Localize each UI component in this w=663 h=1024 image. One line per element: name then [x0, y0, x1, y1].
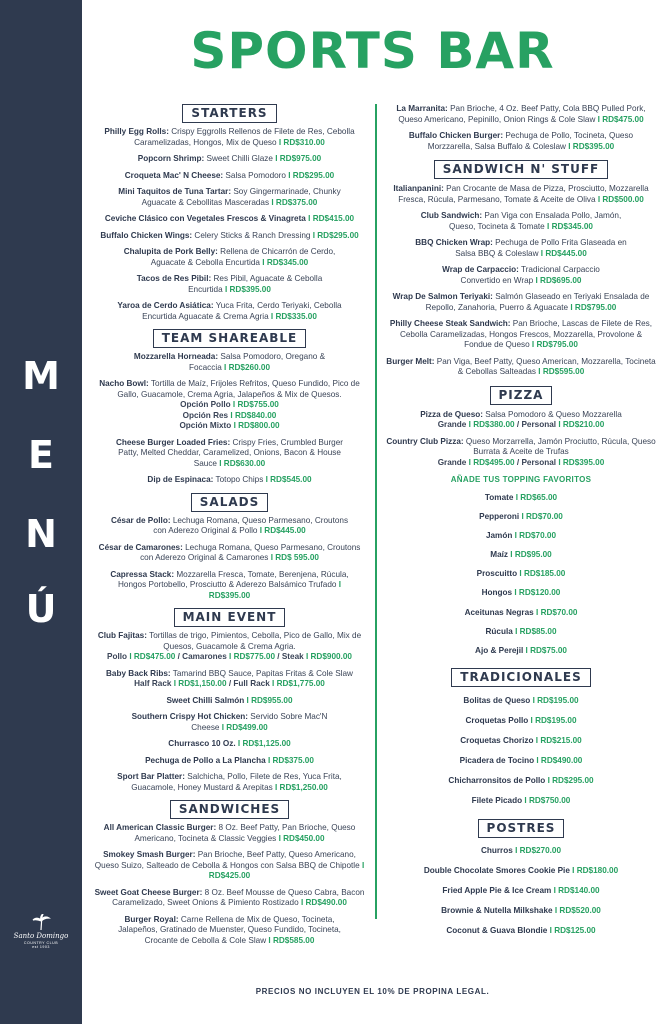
logo-subtitle: COUNTRY CLUB	[23, 940, 59, 945]
menu-item: Coconut & Guava Blondie I RD$125.00	[446, 925, 596, 935]
topping-item: Jamón I RD$70.00	[485, 531, 557, 541]
topping-item: Maíz I RD$95.00	[490, 550, 552, 560]
toppings-heading: AÑADE TUS TOPPING FAVORITOS	[450, 475, 592, 484]
menu-letter: N	[25, 512, 57, 556]
menu-item: Club Fajitas: Tortillas de trigo, Pimientos, Cebolla, Pico de Gallo, Mix de Quesos, Guacamole & Crema Agria. Pollo I RD$475.00 / Camarones I RD$775.00 / Steak I RD$900.00	[97, 631, 362, 661]
palm-tree-icon	[4, 914, 78, 933]
page-title: SPORTS BAR	[190, 22, 555, 80]
menu-item: César de Pollo: Lechuga Romana, Queso Parmesano, Croutons con Aderezo Original & Pollo I RD$445.00	[110, 515, 349, 535]
section-pizza: PIZZA	[385, 386, 657, 405]
section-postres: POSTRES	[385, 819, 657, 838]
menu-item: Mozzarella Horneada: Salsa Pomodoro, Oregano & Focaccia I RD$260.00	[133, 352, 326, 372]
menu-item: Burger Melt: Pan Viga, Beef Patty, Queso American, Mozzarella, Tocineta & Cebollas Salteadas I RD$595.00	[386, 356, 656, 376]
menu-item: Churrasco 10 Oz. I RD$1,125.00	[168, 739, 291, 748]
menu-item: La Marranita: Pan Brioche, 4 Oz. Beef Patty, Cola BBQ Pulled Pork, Queso Americano, Pepinillo, Onion Rings & Cole Slaw I RD$475.00	[396, 104, 646, 124]
menu-item: Mini Taquitos de Tuna Tartar: Soy Gingermarinade, Chunky Aguacate & Cebollitas Masceradas I RD$375.00	[118, 187, 341, 207]
menu-item: Baby Back Ribs: Tamarind BBQ Sauce, Papitas Fritas & Cole Slaw Half Rack I RD$1,150.00 / Full Rack I RD$1,775.00	[106, 668, 353, 688]
menu-item: Philly Egg Rolls: Crispy Eggrolls Rellenos de Filete de Res, Cebolla Caramelizadas, Hongos, Mix de Queso I RD$310.00	[104, 127, 355, 147]
topping-item: Aceitunas Negras I RD$70.00	[464, 607, 578, 617]
topping-item: Rúcula I RD$85.00	[485, 626, 557, 636]
club-logo	[4, 914, 78, 950]
menu-item: BBQ Chicken Wrap: Pechuga de Pollo Frita Glaseada en Salsa BBQ & Coleslaw I RD$445.00	[415, 238, 627, 258]
menu-item: Pizza de Queso: Salsa Pomodoro & Queso Mozzarella Grande I RD$380.00 / Personal I RD$210.00	[420, 409, 622, 429]
menu-item: Buffalo Chicken Burger: Pechuga de Pollo, Tocineta, Queso Morzzarella, Salsa Buffalo & Coleslaw I RD$395.00	[408, 131, 634, 151]
menu-letter: E	[28, 433, 54, 477]
topping-item: Hongos I RD$120.00	[481, 588, 561, 598]
sidebar	[0, 0, 82, 1024]
section-main-event: MAIN EVENT	[92, 608, 367, 627]
menu-item: Italianpanini: Pan Crocante de Masa de Pizza, Prosciutto, Mozzarella Fresca, Rúcula, Parmesano, Tomate & Aceite de Oliva I RD$500.00	[393, 184, 649, 204]
menu-item: Ceviche Clásico con Vegetales Frescos & Vinagreta I RD$415.00	[104, 214, 355, 223]
menu-item: Smokey Smash Burger: Pan Brioche, Beef Patty, Queso Americano, Queso Suizo, Salteado de Cebolla & Hongos con Salsa BBQ de Chipotle I RD$425.00	[94, 850, 365, 880]
menu-item: Wrap De Salmon Teriyaki: Salmón Glaseado en Teriyaki Ensalada de Repollo, Zanahoria, Puerro & Aguacate I RD$795.00	[392, 292, 650, 312]
menu-item: Philly Cheese Steak Sandwich: Pan Brioche, Lascas de Filete de Res, Cebolla Caramelizadas, Hongos Frescos, Mozzarella, Provolone & Fondue de Queso I RD$795.00	[389, 319, 653, 349]
menu-item: Filete Picado I RD$750.00	[471, 796, 571, 806]
menu-item: Country Club Pizza: Queso Morzarrella, Jamón Prociutto, Rúcula, Queso Burrata & Aceite de Trufas Grande I RD$495.00 / Personal I RD$395.00	[386, 436, 656, 467]
menu-item: Sport Bar Platter: Salchicha, Pollo, Filete de Res, Yuca Frita, Guacamole, Honey Mustard & Arepitas I RD$1,250.00	[117, 772, 342, 792]
menu-item: Fried Apple Pie & Ice Cream I RD$140.00	[442, 885, 600, 895]
menu-letter: Ú	[25, 587, 57, 631]
topping-item: Ajo & Perejil I RD$75.00	[475, 645, 567, 655]
topping-item: Pepperoni I RD$70.00	[479, 512, 563, 522]
section-starters: STARTERS	[92, 104, 367, 123]
topping-item: Tomate I RD$65.00	[484, 493, 558, 502]
menu-item: Sweet Chilli Salmón I RD$955.00	[166, 695, 293, 705]
section-tradicionales: TRADICIONALES	[385, 668, 657, 687]
menu-item: Chicharronsitos de Pollo I RD$295.00	[448, 776, 594, 786]
menu-item: Burger Royal: Carne Rellena de Mix de Queso, Tocineta, Jalapeños, Gratinado de Muenster, Queso Fundido, Tocineta, Crocante de Cebolla & Cole Slaw I RD$585.00	[118, 914, 341, 945]
menu-item: Double Chocolate Smores Cookie Pie I RD$180.00	[423, 865, 619, 875]
section-sandwich-stuff: SANDWICH N' STUFF	[385, 160, 657, 179]
menu-item: Yaroa de Cerdo Asiática: Yuca Frita, Cerdo Teriyaki, Cebolla Encurtida Aguacate & Crema Agria I RD$335.00	[117, 301, 342, 321]
menu-item: Croquetas Pollo I RD$195.00	[465, 716, 577, 726]
menu-item: Pechuga de Pollo a La Plancha I RD$375.00	[145, 755, 314, 765]
topping-item: Proscuitto I RD$185.00	[476, 569, 566, 579]
section-salads: SALADS	[92, 493, 367, 512]
menu-item: Picadera de Tocino I RD$490.00	[459, 756, 583, 766]
logo-script: Santo Domingo	[13, 932, 69, 940]
menu-item: Wrap de Carpaccio: Tradicional Carpaccio Convertido en Wrap I RD$695.00	[442, 265, 600, 285]
menu-item: Tacos de Res Pibil: Res Pibil, Aguacate & Cebolla Encurtida I RD$395.00	[136, 274, 323, 294]
section-sandwiches: SANDWICHES	[92, 800, 367, 819]
right-column	[385, 104, 657, 936]
menu-item: Popcorn Shrimp: Sweet Chilli Glaze I RD$975.00	[137, 154, 322, 163]
menu-item: Southern Crispy Hot Chicken: Servido Sobre Mac'N Cheese I RD$499.00	[131, 712, 328, 732]
menu-item: All American Classic Burger: 8 Oz. Beef Patty, Pan Brioche, Queso Americano, Tocineta & Classic Veggies I RD$450.00	[103, 823, 356, 843]
column-divider	[375, 104, 377, 919]
menu-item: Chalupita de Pork Belly: Rellena de Chicarrón de Cerdo, Aguacate & Cebolla Encurtida I RD$345.00	[123, 247, 336, 267]
menu-item: Brownie & Nutella Milkshake I RD$520.00	[441, 905, 601, 915]
menu-item: Cheese Burger Loaded Fries: Crispy Fries, Crumbled Burger Patty, Melted Cheddar, Caramelized, Onions, Bacon & House Sauce I RD$630.00	[115, 437, 344, 468]
menu-item: Capressa Stack: Mozzarella Fresca, Tomate, Berenjena, Rúcula, Hongos Portobello, Prosciutto & Aderezo Balsámico Trufado I RD$395.00	[110, 569, 349, 600]
logo-year: est 1903	[32, 945, 50, 950]
menu-item: César de Camarones: Lechuga Romana, Queso Parmesano, Croutons con Aderezo Original & Camarones I RD$ 595.00	[98, 542, 361, 562]
menu-item: Croqueta Mac' N Cheese: Salsa Pomodoro I RD$295.00	[124, 170, 335, 180]
left-column	[92, 104, 367, 946]
section-team-shareable: TEAM SHAREABLE	[92, 329, 367, 348]
menu-letter: M	[22, 354, 60, 398]
menu-item: Churros I RD$270.00	[480, 845, 562, 855]
menu-item: Croquetas Chorizo I RD$215.00	[460, 736, 582, 746]
menu-item: Club Sandwich: Pan Viga con Ensalada Pollo, Jamón, Queso, Tocineta & Tomate I RD$345.00	[420, 211, 622, 231]
tip-disclaimer: PRECIOS NO INCLUYEN EL 10% DE PROPINA LEGAL.	[255, 987, 490, 996]
menu-item: Nacho Bowl: Tortilla de Maíz, Frijoles Refritos, Queso Fundido, Pico de Gallo, Guacamole, Crema Agria, Jalapeños & Mix de Quesos. Opción Pollo I RD$755.00 Opción Res I RD$840.00 Opción Mixto I RD$800.00	[99, 379, 360, 430]
menu-item: Dip de Espinaca: Totopo Chips I RD$545.00	[147, 475, 312, 484]
menu-item: Buffalo Chicken Wings: Celery Sticks & Ranch Dressing I RD$295.00	[100, 230, 359, 240]
menu-item: Bolitas de Queso I RD$195.00	[463, 696, 579, 706]
menu-item: Sweet Goat Cheese Burger: 8 Oz. Beef Mousse de Queso Cabra, Bacon Caramelizado, Sweet Onions & Pimiento Rostizado I RD$490.00	[94, 887, 365, 907]
